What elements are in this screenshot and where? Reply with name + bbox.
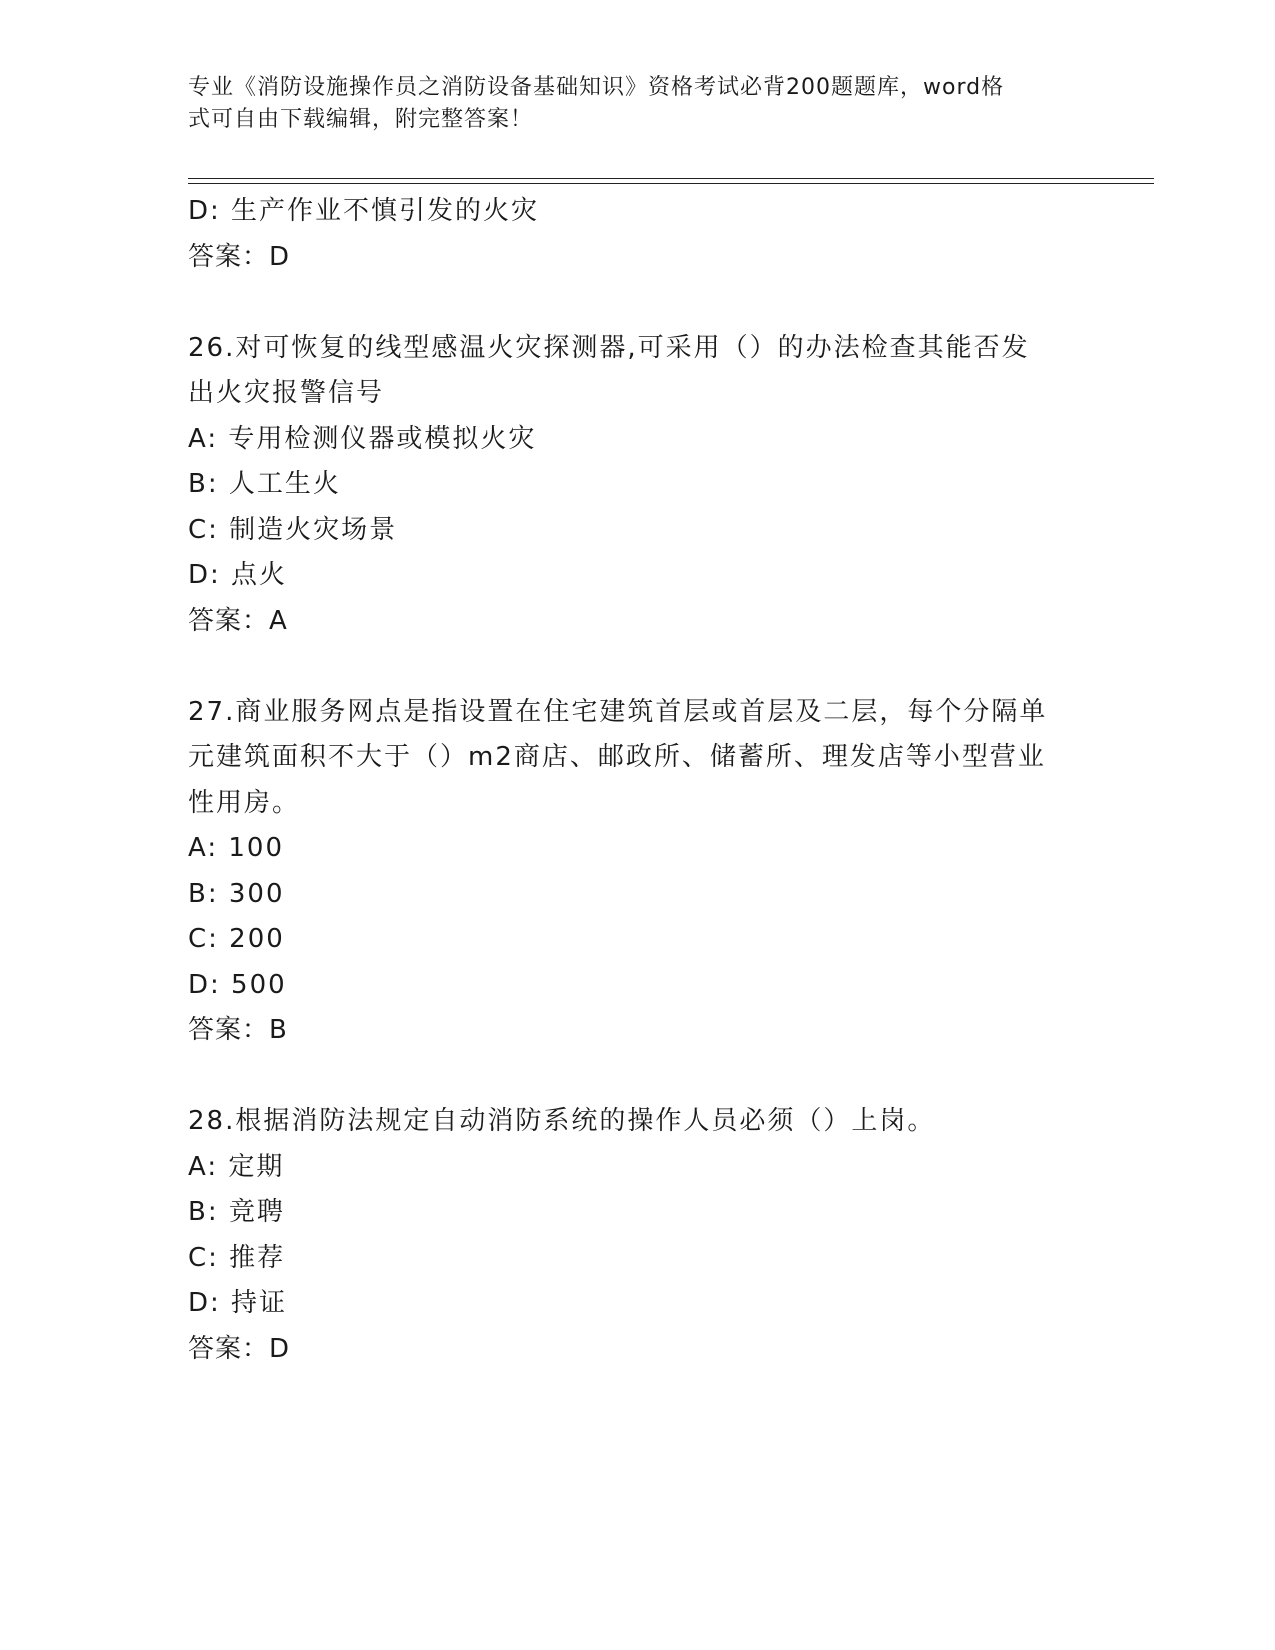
option-a: A: 专用检测仪器或模拟火灾 [188, 423, 537, 454]
option-b: B: 300 [188, 878, 285, 909]
document-header [188, 72, 1068, 136]
spacer [188, 280, 1088, 326]
header-line-2: 式可自由下载编辑，附完整答案！ [188, 107, 534, 132]
question-28 [188, 1099, 1088, 1372]
option-b: B: 竞聘 [188, 1197, 285, 1227]
question-stem: 26.对可恢复的线型感温火灾探测器,可采用（）的办法检查其能否发 [188, 332, 1030, 363]
option-a: A: 定期 [188, 1151, 285, 1182]
option-d: D: 持证 [188, 1288, 288, 1318]
answer: 答案：D [188, 1333, 291, 1364]
option-a: A: 100 [188, 833, 284, 863]
question-stem: 27.商业服务网点是指设置在住宅建筑首层或首层及二层，每个分隔单 [188, 696, 1048, 727]
spacer [188, 644, 1088, 690]
question-stem: 出火灾报警信号 [188, 378, 385, 408]
spacer [188, 1054, 1088, 1100]
option-d: D: 500 [188, 969, 287, 1000]
answer: 答案：B [188, 1015, 288, 1045]
question-27 [188, 690, 1088, 1054]
answer: 答案：D [188, 241, 291, 272]
option-b: B: 人工生火 [188, 469, 341, 499]
question-content [188, 189, 1088, 1372]
option-d: D: 生产作业不慎引发的火灾 [188, 196, 540, 226]
question-stem: 性用房。 [188, 787, 301, 818]
question-stem: 元建筑面积不大于（）m2商店、邮政所、储蓄所、理发店等小型营业 [188, 742, 1046, 772]
answer: 答案：A [188, 605, 288, 636]
question-26 [188, 326, 1088, 645]
option-d: D: 点火 [188, 560, 288, 590]
question-25-tail [188, 189, 1088, 280]
option-c: C: 推荐 [188, 1242, 286, 1273]
header-divider-bottom [188, 183, 1154, 184]
header-divider-top [188, 178, 1154, 179]
option-c: C: 200 [188, 924, 285, 954]
option-c: C: 制造火灾场景 [188, 514, 398, 545]
question-stem: 28.根据消防法规定自动消防系统的操作人员必须（）上岗。 [188, 1106, 936, 1136]
header-line-1: 专业《消防设施操作员之消防设备基础知识》资格考试必背200题题库，word格 [188, 75, 1005, 100]
